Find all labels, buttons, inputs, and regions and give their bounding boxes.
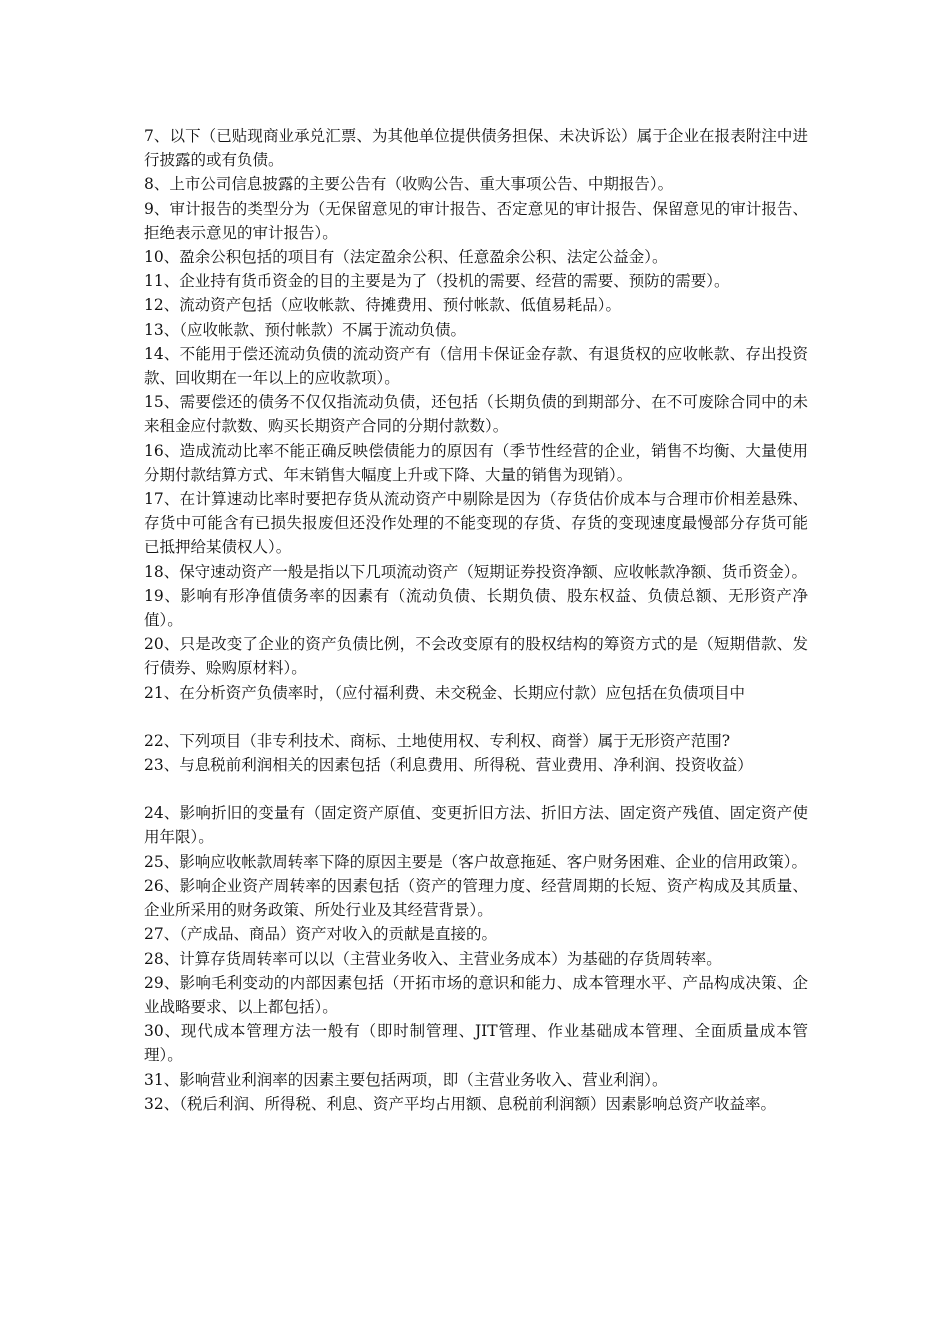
list-item-29: 29、影响毛利变动的内部因素包括（开拓市场的意识和能力、成本管理水平、产品构成决策、企业战略要求、以上都包括）。 [144,973,808,1016]
list-item-15: 15、需要偿还的债务不仅仅指流动负债，还包括（长期负债的到期部分、在不可废除合同中的未来租金应付款数、购买长期资产合同的分期付款数）。 [144,393,808,436]
list-item-21: 21、在分析资产负债率时，（应付福利费、未交税金、长期应付款）应包括在负债项目中 [144,683,745,702]
list-item-10: 10、盈余公积包括的项目有（法定盈余公积、任意盈余公积、法定公益金）。 [144,248,668,267]
list-item-17: 17、在计算速动比率时要把存货从流动资产中剔除是因为（存货估价成本与合理市价相差悬殊、存货中可能含有已损失报废但还没作处理的不能变现的存货、存货的变现速度最慢部分存货可能已抵押给某债权人）。 [144,490,808,557]
list-item-24: 24、影响折旧的变量有（固定资产原值、变更折旧方法、折旧方法、固定资产残值、固定资产使用年限）。 [144,804,808,847]
list-item-16: 16、造成流动比率不能正确反映偿债能力的原因有（季节性经营的企业，销售不均衡、大量使用分期付款结算方式、年末销售大幅度上升或下降、大量的销售为现销）。 [144,441,808,484]
list-item-23: 23、与息税前利润相关的因素包括（利息费用、所得税、营业费用、净利润、投资收益） [144,756,753,775]
list-item-9: 9、审计报告的类型分为（无保留意见的审计报告、否定意见的审计报告、保留意见的审计报告、拒绝表示意见的审计报告）。 [144,199,808,242]
list-item-18: 18、保守速动资产一般是指以下几项流动资产（短期证券投资净额、应收帐款净额、货币资金）。 [144,562,807,581]
list-item-25: 25、影响应收帐款周转率下降的原因主要是（客户故意拖延、客户财务困难、企业的信用政策）。 [144,852,807,871]
list-item-32: 32、（税后利润、所得税、利息、资产平均占用额、息税前利润额）因素影响总资产收益率。 [144,1094,776,1113]
list-item-20: 20、只是改变了企业的资产负债比例，不会改变原有的股权结构的筹资方式的是（短期借款、发行债券、赊购原材料）。 [144,635,808,678]
list-item-12: 12、流动资产包括（应收帐款、待摊费用、预付帐款、低值易耗品）。 [144,296,621,315]
list-item-30: 30、现代成本管理方法一般有（即时制管理、JIT管理、作业基础成本管理、全面质量成本管理）。 [144,1022,808,1065]
list-item-28: 28、计算存货周转率可以以（主营业务收入、主营业务成本）为基础的存货周转率。 [144,949,722,968]
list-item-27: 27、（产成品、商品）资产对收入的贡献是直接的。 [144,925,497,944]
list-item-22: 22、下列项目（非专利技术、商标、土地使用权、专利权、商誉）属于无形资产范围? [144,731,731,750]
list-item-14: 14、不能用于偿还流动负债的流动资产有（信用卡保证金存款、有退货权的应收帐款、存出投资款、回收期在一年以上的应收款项）。 [144,344,808,388]
question-list [144,124,808,1116]
list-item-8: 8、上市公司信息披露的主要公告有（收购公告、重大事项公告、中期报告）。 [144,175,674,194]
list-item-7: 7、以下（已贴现商业承兑汇票、为其他单位提供债务担保、未决诉讼）属于企业在报表附注中进行披露的或有负债。 [144,127,808,170]
list-item-19: 19、影响有形净值债务率的因素有（流动负债、长期负债、股东权益、负债总额、无形资产净值）。 [144,586,808,630]
list-item-11: 11、企业持有货币资金的目的主要是为了（投机的需要、经营的需要、预防的需要）。 [144,272,730,291]
list-item-13: 13、（应收帐款、预付帐款）不属于流动负债。 [144,320,466,339]
list-item-31: 31、影响营业利润率的因素主要包括两项，即（主营业务收入、营业利润）。 [144,1070,668,1089]
list-item-26: 26、影响企业资产周转率的因素包括（资产的管理力度、经营周期的长短、资产构成及其质量、企业所采用的财务政策、所处行业及其经营背景）。 [144,876,808,920]
